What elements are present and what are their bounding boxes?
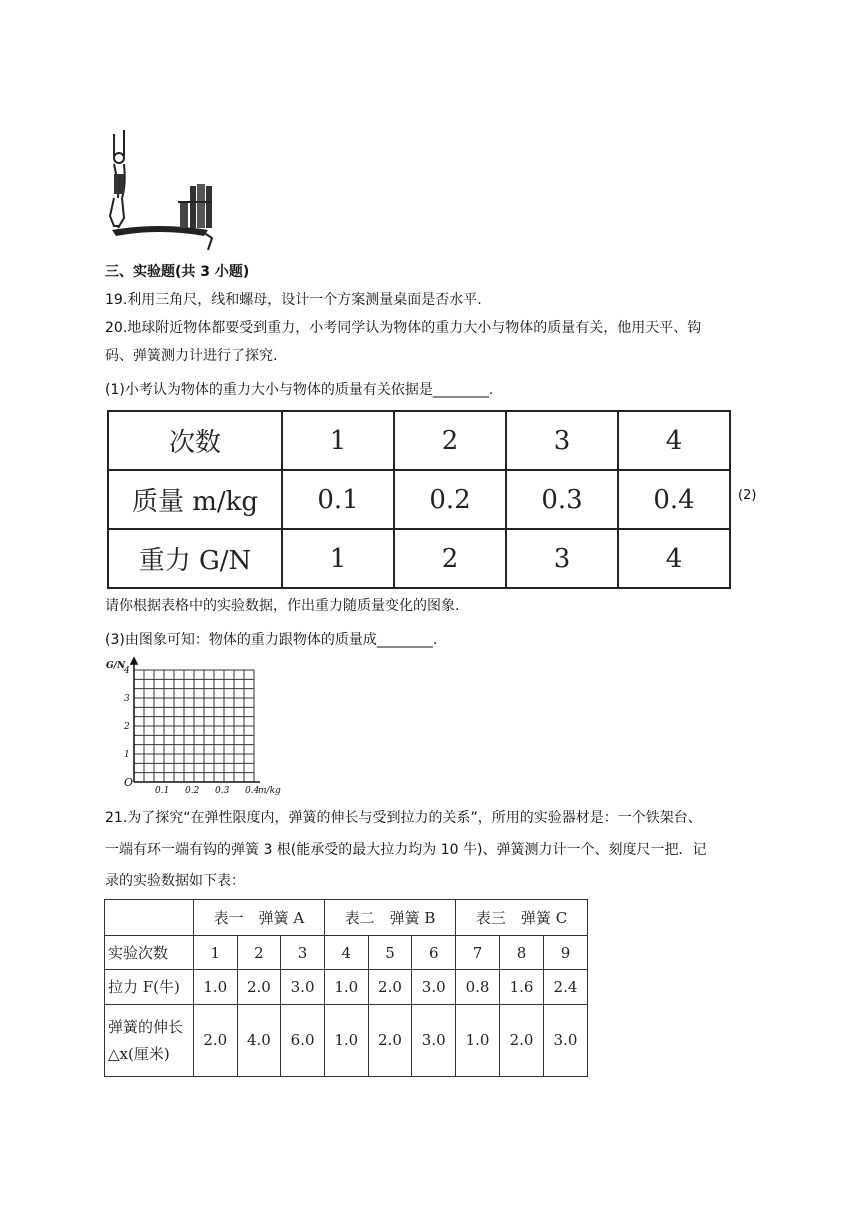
table-row (108, 470, 730, 529)
row-header (105, 1004, 194, 1076)
table-cell: 1.0 (194, 970, 238, 1004)
question-20-line2: 码、弹簧测力计进行了探究. (105, 348, 278, 364)
table-cell: 次数 (108, 411, 282, 470)
table-cell: 5 (368, 936, 412, 970)
table-cell: 质量 m/kg (108, 470, 282, 529)
question-19: 19.利用三角尺，线和螺母，设计一个方案测量桌面是否水平. (105, 292, 482, 308)
spring-data-table (104, 899, 588, 1077)
row-header: 拉力 F(牛) (105, 970, 194, 1004)
x-tick-label: 0.4 (245, 786, 260, 796)
table-cell: 6 (412, 936, 456, 970)
origin-label: O (124, 776, 134, 789)
question-20-line1: 20.地球附近物体都要受到重力，小考同学认为物体的重力大小与物体的质量有关，他用天平、钩 (105, 320, 702, 336)
table-cell: 3 (506, 411, 618, 470)
table-cell: 重力 G/N (108, 529, 282, 588)
x-tick-label: 0.3 (215, 786, 230, 796)
graph-grid (104, 654, 281, 800)
y-axis-label: G/N (106, 661, 126, 671)
y-tick-label: 1 (124, 750, 130, 760)
table-cell: 0.8 (456, 970, 500, 1004)
table-cell: 1 (282, 411, 394, 470)
table-cell: 0.3 (506, 470, 618, 529)
table-cell: 3.0 (412, 1004, 456, 1076)
table-cell: 1 (194, 936, 238, 970)
table-cell: 0.1 (282, 470, 394, 529)
row-header-line1: 弹簧的伸长 (108, 1018, 184, 1037)
table-cell: 0.2 (394, 470, 506, 529)
table-cell: 8 (500, 936, 544, 970)
table-cell: 2.0 (194, 1004, 238, 1076)
table-cell (105, 900, 194, 936)
x-axis-label: m/kg (258, 786, 281, 796)
table-cell: 1.0 (456, 1004, 500, 1076)
table-cell: 2.0 (237, 970, 281, 1004)
mass-weight-table (107, 410, 731, 589)
x-tick-label: 0.2 (185, 786, 200, 796)
table-cell: 1 (282, 529, 394, 588)
table-cell: 0.4 (618, 470, 730, 529)
table-cell: 3.0 (543, 1004, 587, 1076)
table-cell: 7 (456, 936, 500, 970)
table-cell: 2 (394, 411, 506, 470)
question-21-line3: 录的实验数据如下表： (105, 873, 245, 889)
table-cell: 2.0 (368, 1004, 412, 1076)
y-axis-arrow (131, 658, 137, 664)
table-cell: 4 (324, 936, 368, 970)
table-cell: 3 (281, 936, 325, 970)
question-20-instruction: 请你根据表格中的实验数据，作出重力随质量变化的图象. (105, 598, 460, 614)
table-cell: 6.0 (281, 1004, 325, 1076)
table-row (108, 411, 730, 470)
y-tick-label: 2 (124, 722, 130, 732)
row-header-line2: △x(厘米) (108, 1045, 170, 1064)
group-header: 表二 弹簧 B (324, 900, 455, 936)
table-cell: 1.6 (500, 970, 544, 1004)
y-tick-label: 3 (124, 694, 130, 704)
table-cell: 1.0 (324, 1004, 368, 1076)
part-2-label: (2) (738, 488, 757, 503)
table-cell: 3 (506, 529, 618, 588)
question-20-part3: (3)由图象可知：物体的重力跟物体的质量成________. (105, 632, 438, 648)
table-cell: 1.0 (324, 970, 368, 1004)
table-row (105, 900, 588, 936)
x-tick-label: 0.1 (155, 786, 170, 796)
table-cell: 2 (394, 529, 506, 588)
table-cell: 4 (618, 529, 730, 588)
table-cell: 2.4 (543, 970, 587, 1004)
table-cell: 3.0 (281, 970, 325, 1004)
group-header: 表三 弹簧 C (456, 900, 588, 936)
table-cell: 2.0 (500, 1004, 544, 1076)
row-header: 实验次数 (105, 936, 194, 970)
table-cell: 9 (543, 936, 587, 970)
question-21-line2: 一端有环一端有钩的弹簧 3 根(能承受的最大拉力均为 10 牛)、弹簧测力计一个、刻度尺一把．记 (105, 842, 707, 858)
question-21-line1: 21.为了探究“在弹性限度内，弹簧的伸长与受到拉力的关系”，所用的实验器材是：一个铁架台、 (105, 810, 702, 826)
question-20-part1: (1)小考认为物体的重力大小与物体的质量有关依据是________. (105, 382, 494, 398)
table-row (105, 936, 588, 970)
table-cell: 2.0 (368, 970, 412, 1004)
table-cell: 3.0 (412, 970, 456, 1004)
y-tick-label: 4 (124, 666, 130, 676)
table-cell: 2 (237, 936, 281, 970)
table-row (108, 529, 730, 588)
table-cell: 4 (618, 411, 730, 470)
table-cell: 4.0 (237, 1004, 281, 1076)
table-row (105, 1004, 588, 1076)
group-header: 表一 弹簧 A (194, 900, 325, 936)
lever-illustration (104, 126, 216, 252)
section-heading: 三、实验题(共 3 小题) (105, 264, 250, 280)
table-row (105, 970, 588, 1004)
